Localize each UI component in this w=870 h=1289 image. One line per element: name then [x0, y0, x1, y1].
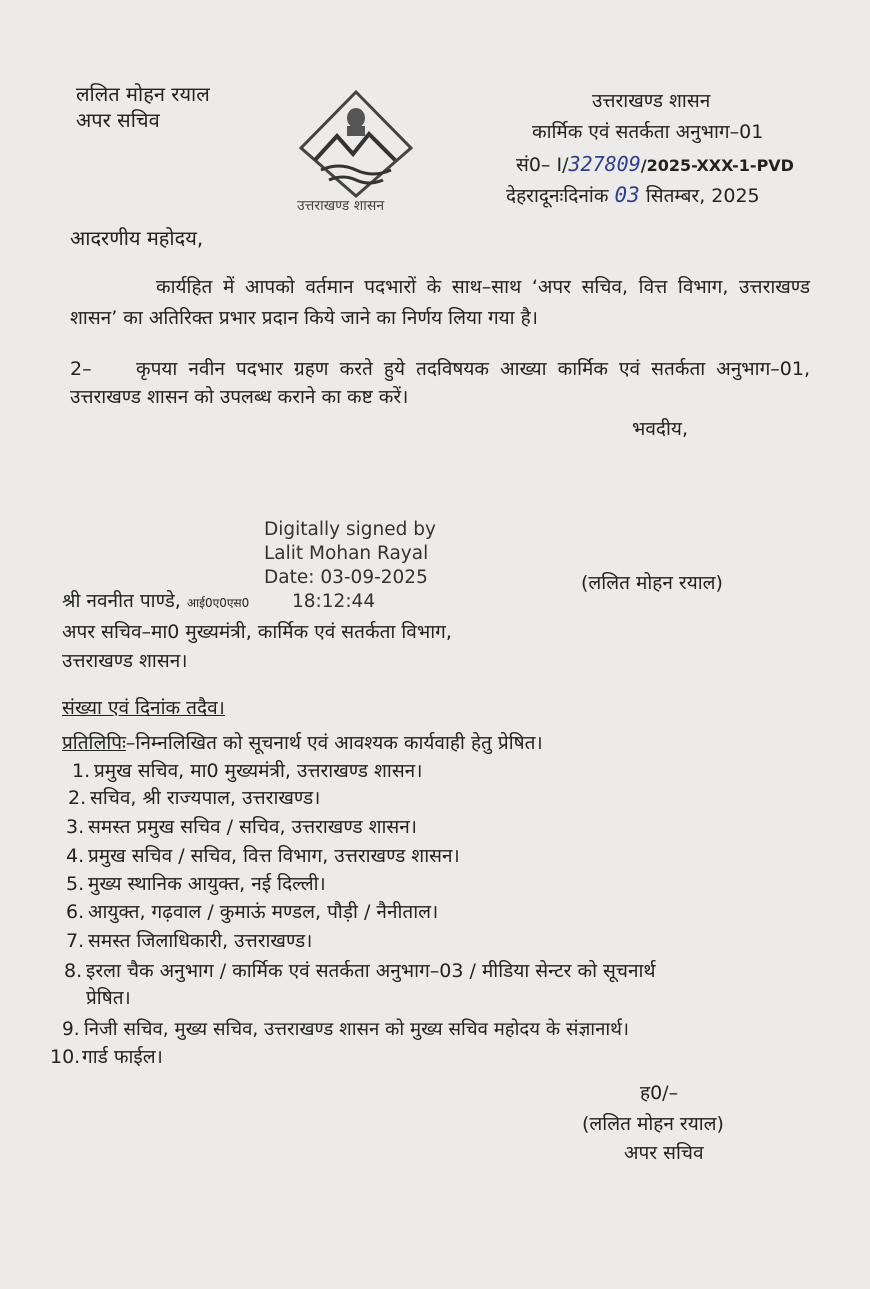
ref-handwritten-number: 327809 [568, 152, 641, 176]
ref-prefix: सं0– I/ [516, 154, 569, 176]
digital-signature-line2: Lalit Mohan Rayal [264, 543, 429, 564]
paragraph-2-number: 2– [70, 358, 92, 380]
signatory-name: (ललित मोहन रयाल) [581, 572, 723, 594]
list-item-number: 1. [72, 760, 91, 782]
date-handwritten-day: 03 [614, 183, 640, 207]
list-item-text: प्रमुख सचिव, मा0 मुख्यमंत्री, उत्तराखण्ड शासन। [94, 760, 423, 782]
date-prefix: देहरादूनःदिनांक [506, 185, 609, 207]
list-item-number: 9. [62, 1019, 80, 1040]
reference-number [516, 152, 794, 177]
addressee-name [62, 590, 249, 613]
list-item [68, 787, 320, 810]
list-item [66, 816, 417, 839]
list-item-text: समस्त जिलाधिकारी, उत्तराखण्ड। [88, 930, 313, 952]
list-item [66, 845, 460, 868]
number-date-same: संख्या एवं दिनांक तदैव। [62, 697, 225, 719]
list-item-number: 7. [66, 930, 85, 952]
list-item-number: 6. [66, 901, 85, 923]
list-item-text: मुख्य स्थानिक आयुक्त, नई दिल्ली। [88, 873, 326, 895]
footer-designation: अपर सचिव [624, 1142, 704, 1164]
digital-signature-line4: 18:12:44 [292, 591, 376, 612]
department-name: उत्तराखण्ड शासन [592, 90, 711, 112]
footer-sign: ह0/– [640, 1082, 679, 1104]
list-item [66, 873, 326, 896]
copy-label: प्रतिलिपिः [62, 732, 126, 754]
paragraph-2-text: कृपया नवीन पदभार ग्रहण करते हुये तदविषयक आख्या कार्मिक एवं सतर्कता अनुभाग–01, उत्तराखण्ड शासन को उपलब्ध कराने का कष्ट करें। [70, 358, 810, 408]
list-item-text: समस्त प्रमुख सचिव / सचिव, उत्तराखण्ड शासन। [88, 816, 418, 838]
closing: भवदीय, [632, 418, 688, 440]
list-item [64, 960, 656, 983]
section-name: कार्मिक एवं सतर्कता अनुभाग–01 [532, 121, 764, 143]
sender-name: ललित मोहन रयाल [76, 82, 210, 106]
date-rest: सितम्बर, 2025 [645, 185, 760, 207]
list-item-number: 10. [50, 1046, 81, 1068]
digital-signature-line1: Digitally signed by [264, 519, 436, 540]
paragraph-1-text: कार्यहित में आपको वर्तमान पदभारों के साथ–साथ ‘अपर सचिव, वित्त विभाग, उत्तराखण्ड शासन’ का अतिरिक्त प्रभार प्रदान किये जाने का निर्णय लिया गया है। [70, 276, 810, 329]
sender-designation: अपर सचिव [76, 108, 160, 132]
list-item [66, 930, 312, 953]
list-item-number: 3. [66, 816, 85, 838]
paragraph-2 [70, 355, 810, 411]
list-item-text: इरला चैक अनुभाग / कार्मिक एवं सतर्कता अनुभाग–03 / मीडिया सेन्टर को सूचनार्थ [86, 960, 656, 982]
copy-intro-text: –निम्नलिखित को सूचनार्थ एवं आवश्यक कार्यवाही हेतु प्रेषित। [125, 732, 543, 754]
list-item-continuation: प्रेषित। [86, 987, 131, 1009]
addressee-name-text: श्री नवनीत पाण्डे, [62, 590, 181, 612]
ref-suffix: /2025-XXX-1-PVD [640, 156, 794, 175]
list-item-text: निजी सचिव, मुख्य सचिव, उत्तराखण्ड शासन को मुख्य सचिव महोदय के संज्ञानार्थ। [84, 1019, 629, 1040]
list-item-text: प्रमुख सचिव / सचिव, वित्त विभाग, उत्तराखण्ड शासन। [88, 845, 460, 867]
list-item-number: 4. [66, 845, 85, 867]
addressee-line3: उत्तराखण्ड शासन। [62, 650, 188, 672]
addressee-line2: अपर सचिव–मा0 मुख्यमंत्री, कार्मिक एवं सतर्कता विभाग, [62, 621, 452, 643]
digital-signature-line3: Date: 03-09-2025 [264, 567, 428, 588]
list-item-number: 5. [66, 873, 85, 895]
footer-name: (ललित मोहन रयाल) [582, 1113, 724, 1135]
copy-intro [62, 732, 543, 755]
uttarakhand-emblem-icon [295, 88, 417, 218]
letter-date [506, 183, 760, 208]
list-item-number: 8. [64, 960, 83, 982]
list-item [50, 1046, 163, 1069]
list-item [72, 760, 422, 783]
list-item [62, 1019, 629, 1041]
list-item-number: 2. [68, 787, 87, 809]
list-item [66, 901, 438, 924]
addressee-name-suffix: आई0ए0एस0 [186, 596, 250, 610]
emblem-caption: उत्तराखण्ड शासन [297, 198, 385, 214]
list-item-text: आयुक्त, गढ़वाल / कुमाऊं मण्डल, पौड़ी / नैनीताल। [88, 901, 439, 923]
list-item-text: सचिव, श्री राज्यपाल, उत्तराखण्ड। [90, 787, 321, 809]
paragraph-1 [70, 272, 810, 334]
salutation: आदरणीय महोदय, [70, 226, 204, 250]
list-item-text: गार्ड फाईल। [82, 1046, 163, 1068]
